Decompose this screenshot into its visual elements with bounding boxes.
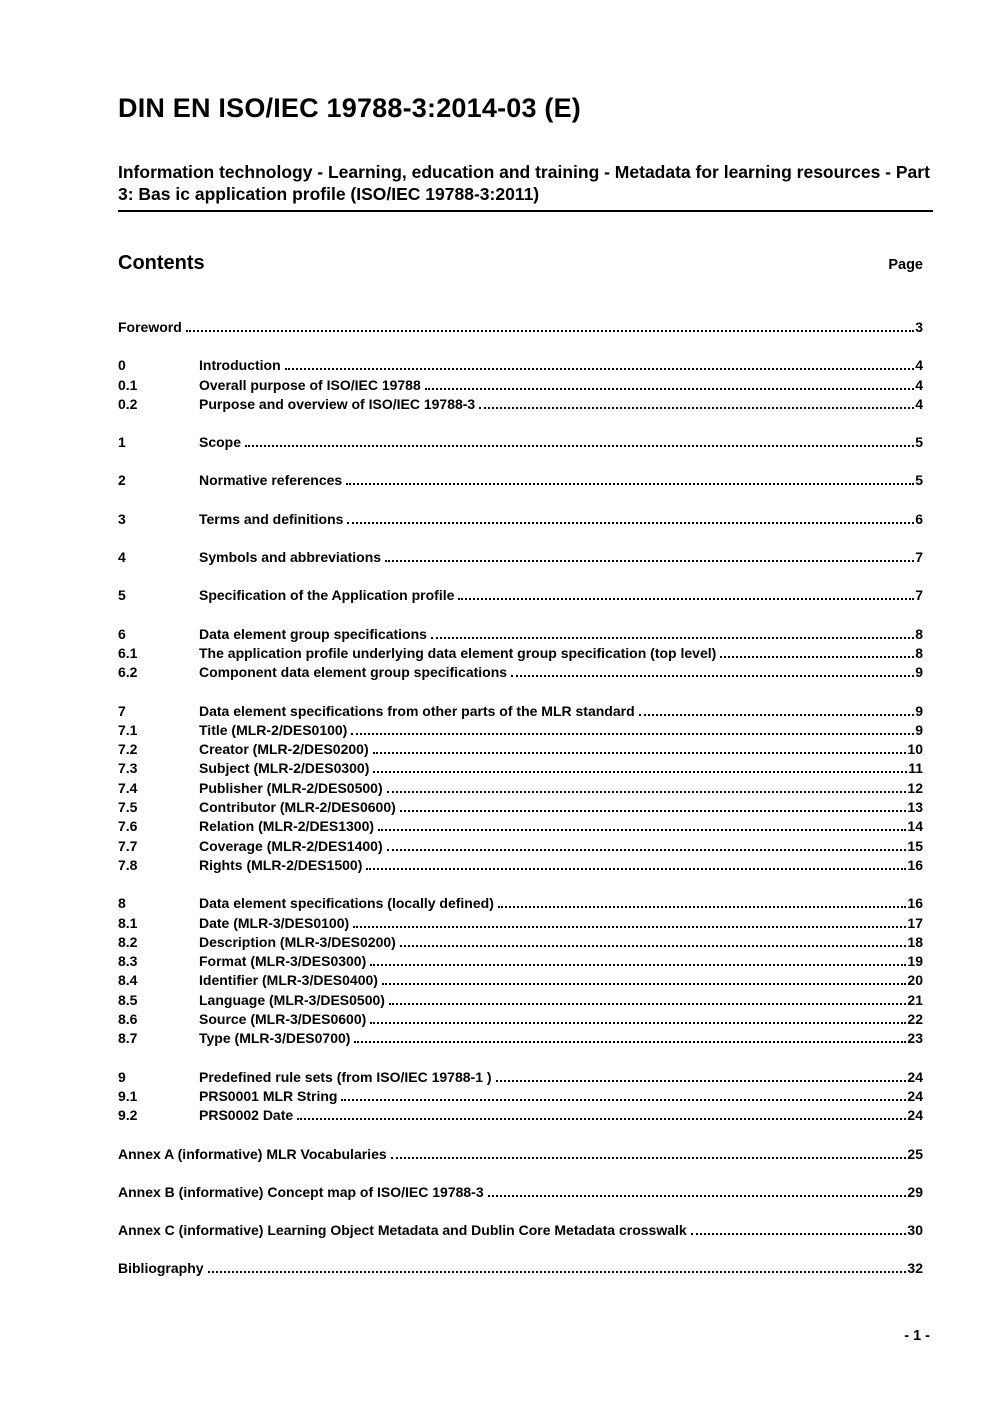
toc-entry xyxy=(118,894,933,913)
dot-leader xyxy=(373,771,907,773)
toc-entry-page: 5 xyxy=(915,434,923,451)
document-page xyxy=(118,0,933,1298)
toc-entry-label: Source (MLR-3/DES0600) xyxy=(199,1011,367,1028)
toc-entry-label: Terms and definitions xyxy=(199,510,344,527)
toc-entry-label: Description (MLR-3/DES0200) xyxy=(199,933,396,950)
toc-entry-number: 7.3 xyxy=(118,760,138,777)
toc-entry xyxy=(118,376,933,395)
dot-leader xyxy=(720,656,914,658)
toc-entry-number: 0.2 xyxy=(118,395,138,412)
toc-entry xyxy=(118,1106,933,1125)
toc-group xyxy=(118,894,933,1048)
toc-entry-number: 5 xyxy=(118,587,126,604)
toc-entry-number: 8.5 xyxy=(118,991,138,1008)
toc-entry-label: PRS0002 Date xyxy=(199,1107,294,1124)
toc-group xyxy=(118,625,933,683)
toc-entry xyxy=(118,625,933,644)
toc-entry-label: Scope xyxy=(199,434,242,451)
toc-entry-page: 17 xyxy=(907,914,923,931)
toc-entry-label: Rights (MLR-2/DES1500) xyxy=(199,856,363,873)
toc-entry-label: Format (MLR-3/DES0300) xyxy=(199,953,367,970)
toc-entry-page: 23 xyxy=(907,1030,923,1047)
toc-entry-number: 8.1 xyxy=(118,914,138,931)
dot-leader xyxy=(285,368,915,370)
toc-entry-page: 9 xyxy=(915,664,923,681)
dot-leader xyxy=(351,733,914,735)
toc-entry-label: Title (MLR-2/DES0100) xyxy=(199,721,348,738)
toc-entry-label: Annex A (informative) MLR Vocabularies xyxy=(118,1145,387,1162)
toc-entry-label: Subject (MLR-2/DES0300) xyxy=(199,760,370,777)
toc-entry-page: 25 xyxy=(907,1145,923,1162)
toc-entry-page: 10 xyxy=(907,741,923,758)
toc-entry-number: 7.2 xyxy=(118,741,138,758)
toc-entry-page: 15 xyxy=(907,837,923,854)
toc-entry-number: 7.4 xyxy=(118,779,138,796)
toc-entry-page: 7 xyxy=(915,549,923,566)
toc-entry xyxy=(118,721,933,740)
toc-entry-label: PRS0001 MLR String xyxy=(199,1087,338,1104)
toc-group xyxy=(118,318,933,337)
toc-entry xyxy=(118,1010,933,1029)
toc-entry xyxy=(118,395,933,414)
toc-group xyxy=(118,356,933,414)
toc-entry-label: Purpose and overview of ISO/IEC 19788-3 xyxy=(199,395,476,412)
dot-leader xyxy=(479,407,914,409)
dot-leader xyxy=(511,675,914,677)
toc-group xyxy=(118,1183,933,1202)
toc-entry-number: 7.6 xyxy=(118,818,138,835)
toc-entry-number: 6.1 xyxy=(118,644,138,661)
toc-entry-label: Predefined rule sets (from ISO/IEC 19788-1 ) xyxy=(199,1068,492,1085)
toc-entry-number: 9 xyxy=(118,1068,126,1085)
toc-group xyxy=(118,702,933,876)
toc-entry-page: 24 xyxy=(907,1107,923,1124)
toc-entry xyxy=(118,663,933,682)
toc-entry xyxy=(118,548,933,567)
dot-leader xyxy=(297,1118,906,1120)
dot-leader xyxy=(382,983,906,985)
dot-leader xyxy=(400,810,907,812)
toc-entry-page: 8 xyxy=(915,644,923,661)
toc-entry xyxy=(118,856,933,875)
toc-entry-page: 4 xyxy=(915,395,923,412)
toc-entry-page: 7 xyxy=(915,587,923,604)
toc-entry-number: 7.1 xyxy=(118,721,138,738)
toc-entry-label: Data element specifications from other parts of the MLR standard xyxy=(199,702,635,719)
toc-entry xyxy=(118,1029,933,1048)
contents-heading: Contents xyxy=(118,252,205,274)
toc-entry-page: 4 xyxy=(915,376,923,393)
toc-group xyxy=(118,1221,933,1240)
toc-entry xyxy=(118,779,933,798)
toc-group xyxy=(118,1068,933,1126)
toc-entry-number: 7.5 xyxy=(118,799,138,816)
toc-entry-page: 13 xyxy=(907,799,923,816)
toc-entry-label: Annex C (informative) Learning Object Metadata and Dublin Core Metadata crosswalk xyxy=(118,1222,687,1239)
toc-entry-label: Overall purpose of ISO/IEC 19788 xyxy=(199,376,421,393)
toc-entry-number: 8 xyxy=(118,895,126,912)
dot-leader xyxy=(431,637,914,639)
toc-entry-label: Language (MLR-3/DES0500) xyxy=(199,991,385,1008)
toc-entry-label: Symbols and abbreviations xyxy=(199,549,382,566)
toc-entry xyxy=(118,644,933,663)
toc-group xyxy=(118,433,933,452)
toc-entry-number: 0.1 xyxy=(118,376,138,393)
toc-entry xyxy=(118,837,933,856)
toc-entry xyxy=(118,798,933,817)
toc-entry-number: 6 xyxy=(118,625,126,642)
toc-entry-page: 5 xyxy=(915,472,923,489)
toc-entry-label: Introduction xyxy=(199,357,281,374)
toc-group xyxy=(118,586,933,605)
toc-entry xyxy=(118,586,933,605)
toc-entry-label: Data element specifications (locally defined) xyxy=(199,895,494,912)
dot-leader xyxy=(347,522,914,524)
dot-leader xyxy=(400,945,907,947)
toc-entry-page: 32 xyxy=(907,1260,923,1277)
toc-group xyxy=(118,510,933,529)
toc-entry xyxy=(118,1087,933,1106)
toc-entry xyxy=(118,740,933,759)
dot-leader xyxy=(498,906,907,908)
toc-group xyxy=(118,1145,933,1164)
toc-entry-label: Data element group specifications xyxy=(199,625,427,642)
toc-entry xyxy=(118,1183,933,1202)
toc-entry-label: Type (MLR-3/DES0700) xyxy=(199,1030,351,1047)
toc-entry-label: Creator (MLR-2/DES0200) xyxy=(199,741,369,758)
toc-entry-page: 24 xyxy=(907,1068,923,1085)
dot-leader xyxy=(387,791,907,793)
toc-entry xyxy=(118,952,933,971)
dot-leader xyxy=(245,445,914,447)
toc-entry xyxy=(118,971,933,990)
toc-entry-number: 7 xyxy=(118,702,126,719)
toc-entry xyxy=(118,702,933,721)
toc-entry-number: 6.2 xyxy=(118,664,138,681)
toc-entry-number: 7.8 xyxy=(118,856,138,873)
page-column-label: Page xyxy=(888,257,923,273)
toc-entry-label: Specification of the Application profile xyxy=(199,587,455,604)
toc-entry-page: 18 xyxy=(907,933,923,950)
toc-entry xyxy=(118,1068,933,1087)
toc-entry-number: 4 xyxy=(118,549,126,566)
dot-leader xyxy=(639,714,915,716)
toc-group xyxy=(118,471,933,490)
toc-entry-number: 8.2 xyxy=(118,933,138,950)
toc-entry-number: 8.4 xyxy=(118,972,138,989)
dot-leader xyxy=(385,560,914,562)
toc-entry xyxy=(118,914,933,933)
toc-entry-page: 4 xyxy=(915,357,923,374)
toc-entry-number: 9.2 xyxy=(118,1107,138,1124)
toc-group xyxy=(118,548,933,567)
toc-entry-label: Contributor (MLR-2/DES0600) xyxy=(199,799,396,816)
toc xyxy=(118,318,933,1279)
toc-entry-number: 1 xyxy=(118,434,126,451)
dot-leader xyxy=(389,1003,906,1005)
toc-entry-page: 12 xyxy=(907,779,923,796)
dot-leader xyxy=(370,1022,906,1024)
dot-leader xyxy=(458,598,914,600)
toc-entry-page: 21 xyxy=(907,991,923,1008)
toc-entry xyxy=(118,1145,933,1164)
toc-entry-label: Date (MLR-3/DES0100) xyxy=(199,914,350,931)
toc-entry-number: 7.7 xyxy=(118,837,138,854)
toc-entry-page: 14 xyxy=(907,818,923,835)
dot-leader xyxy=(488,1195,907,1197)
toc-entry xyxy=(118,1259,933,1278)
toc-entry xyxy=(118,817,933,836)
toc-group xyxy=(118,1259,933,1278)
toc-entry xyxy=(118,933,933,952)
toc-entry-label: Foreword xyxy=(118,319,182,335)
toc-entry xyxy=(118,356,933,375)
toc-entry-label: Identifier (MLR-3/DES0400) xyxy=(199,972,378,989)
dot-leader xyxy=(341,1099,906,1101)
dot-leader xyxy=(425,388,914,390)
dot-leader xyxy=(691,1233,907,1235)
toc-entry xyxy=(118,991,933,1010)
toc-entry-label: Annex B (informative) Concept map of ISO/IEC 19788-3 xyxy=(118,1183,484,1200)
toc-entry-page: 3 xyxy=(915,319,923,335)
toc-entry-page: 9 xyxy=(915,702,923,719)
dot-leader xyxy=(208,1271,907,1273)
toc-entry-label: The application profile underlying data element group specification (top level) xyxy=(199,644,717,661)
toc-entry-label: Publisher (MLR-2/DES0500) xyxy=(199,779,383,796)
toc-entry-number: 2 xyxy=(118,472,126,489)
toc-entry xyxy=(118,510,933,529)
toc-entry xyxy=(118,759,933,778)
document-subtitle: Information technology - Learning, education and training - Metadata for learning resources - Part 3: Bas ic application profile (ISO/IEC 19788-3:2011) xyxy=(118,161,933,212)
document-title: DIN EN ISO/IEC 19788-3:2014-03 (E) xyxy=(118,93,581,123)
toc-entry-page: 9 xyxy=(915,721,923,738)
toc-entry-page: 24 xyxy=(907,1087,923,1104)
toc-entry xyxy=(118,318,933,337)
toc-entry-page: 30 xyxy=(907,1222,923,1239)
toc-entry-number: 8.6 xyxy=(118,1011,138,1028)
toc-entry-page: 29 xyxy=(907,1183,923,1200)
toc-entry-number: 8.3 xyxy=(118,953,138,970)
dot-leader xyxy=(354,1041,906,1043)
toc-entry xyxy=(118,433,933,452)
toc-entry-page: 16 xyxy=(907,895,923,912)
dot-leader xyxy=(373,752,907,754)
dot-leader xyxy=(496,1080,907,1082)
dot-leader xyxy=(387,849,907,851)
toc-entry-number: 8.7 xyxy=(118,1030,138,1047)
toc-entry xyxy=(118,1221,933,1240)
toc-entry-label: Normative references xyxy=(199,472,343,489)
toc-entry-number: 3 xyxy=(118,510,126,527)
dot-leader xyxy=(186,330,914,332)
toc-entry xyxy=(118,471,933,490)
toc-entry-page: 16 xyxy=(907,856,923,873)
page-number-footer: - 1 - xyxy=(904,1328,930,1344)
dot-leader xyxy=(353,926,906,928)
dot-leader xyxy=(370,964,906,966)
dot-leader xyxy=(378,829,906,831)
toc-entry-label: Bibliography xyxy=(118,1260,204,1277)
dot-leader xyxy=(346,483,914,485)
toc-entry-label: Relation (MLR-2/DES1300) xyxy=(199,818,375,835)
toc-entry-page: 19 xyxy=(907,953,923,970)
toc-entry-page: 22 xyxy=(907,1011,923,1028)
toc-entry-label: Component data element group specifications xyxy=(199,664,508,681)
toc-entry-page: 8 xyxy=(915,625,923,642)
toc-entry-number: 9.1 xyxy=(118,1087,138,1104)
toc-entry-page: 6 xyxy=(915,510,923,527)
toc-entry-page: 20 xyxy=(907,972,923,989)
toc-entry-number: 0 xyxy=(118,357,126,374)
dot-leader xyxy=(366,868,906,870)
toc-entry-label: Coverage (MLR-2/DES1400) xyxy=(199,837,383,854)
contents-header xyxy=(118,251,933,275)
toc-entry-page: 11 xyxy=(908,760,923,777)
dot-leader xyxy=(391,1157,907,1159)
